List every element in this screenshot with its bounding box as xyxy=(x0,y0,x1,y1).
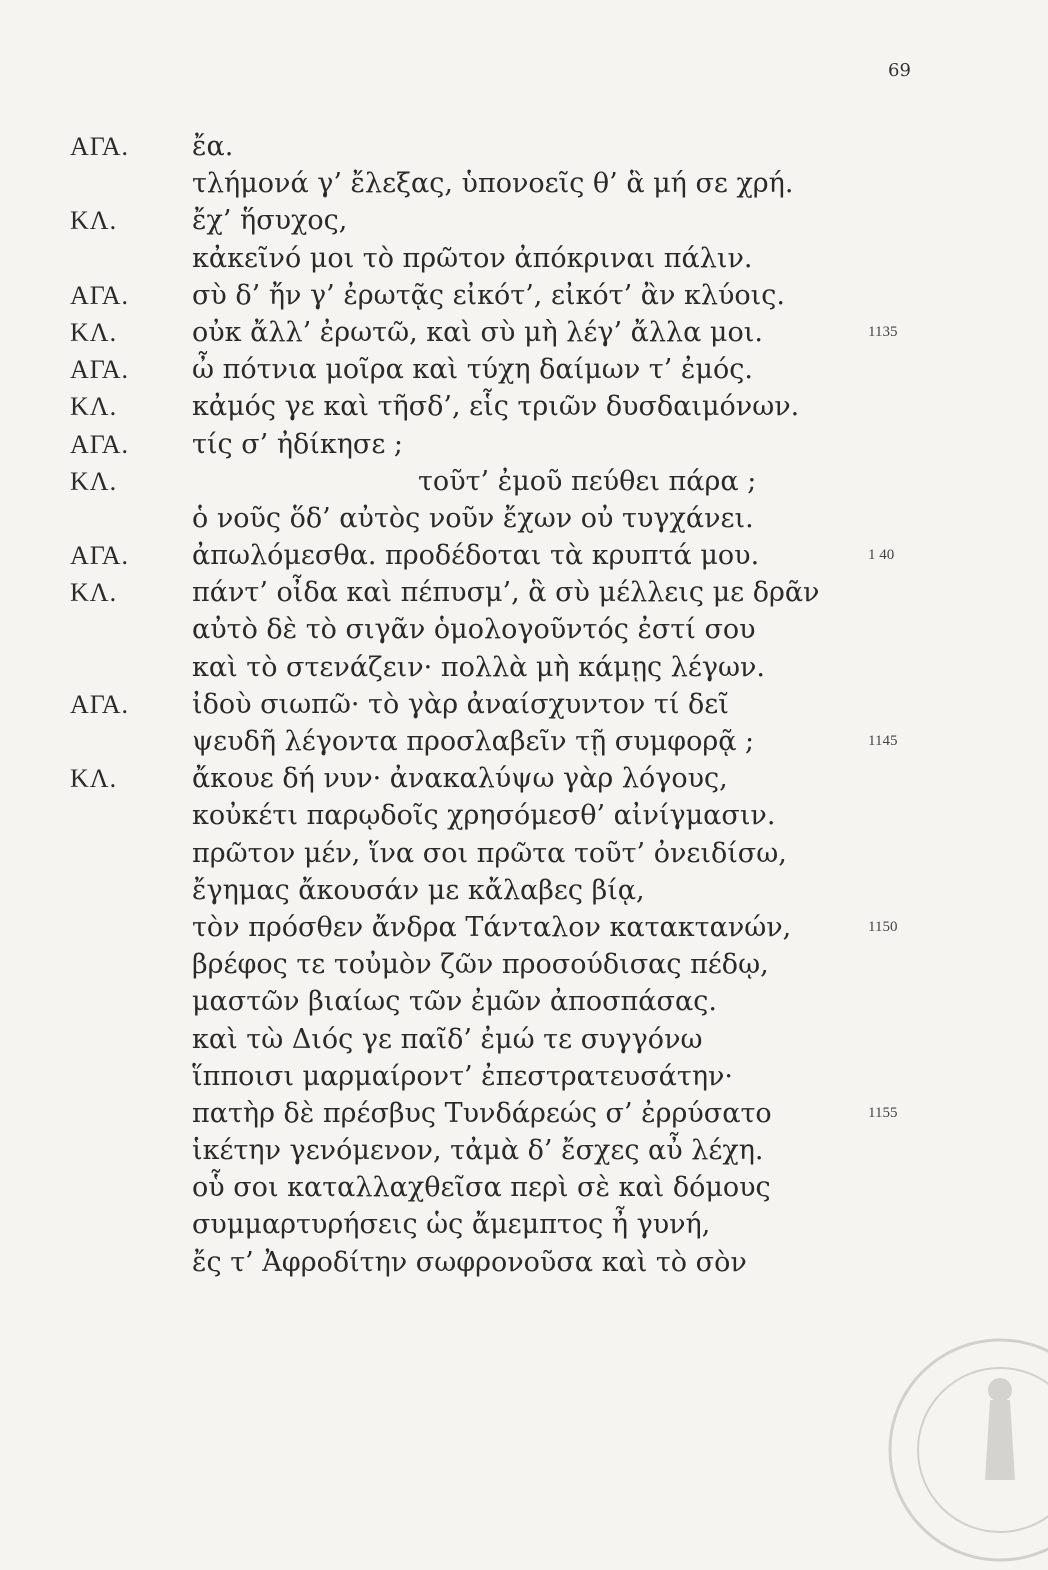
verse-line xyxy=(0,202,1048,239)
verse-line xyxy=(0,574,1048,611)
verse-line xyxy=(0,388,1048,425)
speaker-label: ΑΓΑ. xyxy=(70,280,130,310)
line-number: 1145 xyxy=(868,733,898,749)
page-number: 69 xyxy=(888,60,911,81)
speaker-label: ΑΓΑ. xyxy=(70,132,130,161)
verse-text: βρέφος τε τοὐμὸν ζῶν προσούδισας πέδῳ, xyxy=(192,949,769,981)
verse-line xyxy=(0,128,1048,165)
verse-line xyxy=(0,797,1048,834)
verse-text: κοὐκέτι παρῳδοῖς χρησόμεσθ’ αἰνίγμασιν. xyxy=(192,800,776,832)
verse-text: ἔχ’ ἥσυχος, xyxy=(192,205,348,237)
verse-line xyxy=(0,723,1048,760)
verse-text: ἵπποισι μαρμαίροντ’ ἐπεστρατευσάτην· xyxy=(192,1060,733,1092)
line-number: 1 40 xyxy=(868,547,895,564)
verse-line xyxy=(0,611,1048,648)
speaker-label: ΚΛ. xyxy=(70,392,118,422)
verse-text: κἀμός γε καὶ τῆσδ’, εἷς τριῶν δυσδαιμόνων. xyxy=(192,391,800,423)
verse-line xyxy=(0,537,1048,574)
verse-line xyxy=(0,314,1048,351)
verse-line xyxy=(0,240,1048,277)
verse-line xyxy=(0,277,1048,314)
library-stamp xyxy=(880,1330,1048,1570)
verse-text: πατὴρ δὲ πρέσβυς Τυνδάρεώς σ’ ἐρρύσατο xyxy=(192,1097,772,1129)
verse-text-block xyxy=(0,128,1048,1281)
verse-text: καὶ τὼ Διός γε παῖδ’ ἐμώ τε συγγόνω xyxy=(192,1023,703,1055)
verse-line xyxy=(0,1058,1048,1095)
verse-text: ἰδοὺ σιωπῶ· τὸ γὰρ ἀναίσχυντον τί δεῖ xyxy=(192,688,729,720)
verse-line xyxy=(0,909,1048,946)
line-number: 1150 xyxy=(868,918,898,935)
verse-text: ἀπωλόμεσθα. προδέδοται τὰ κρυπτά μου. xyxy=(192,540,760,572)
verse-line xyxy=(0,1132,1048,1169)
speaker-label: ΚΛ. xyxy=(70,764,118,794)
verse-text: πάντ’ οἶδα καὶ πέπυσμ’, ἃ σὺ μέλλεις με δρᾶν xyxy=(192,577,820,609)
verse-text: οὗ σοι καταλλαχθεῖσα περὶ σὲ καὶ δόμους xyxy=(192,1172,771,1204)
verse-text: πρῶτον μέν, ἵνα σοι πρῶτα τοῦτ’ ὀνειδίσω, xyxy=(192,837,787,869)
verse-text: ὁ νοῦς ὅδ’ αὐτὸς νοῦν ἔχων οὐ τυγχάνει. xyxy=(192,502,754,534)
verse-line xyxy=(0,165,1048,202)
verse-text: ἔγημας ἄκουσάν με κἄλαβες βίᾳ, xyxy=(192,874,645,906)
verse-line xyxy=(0,1244,1048,1281)
speaker-label: ΚΛ. xyxy=(70,317,118,347)
speaker-label: ΑΓΑ. xyxy=(70,355,130,385)
speaker-label: ΚΛ. xyxy=(70,578,118,608)
speaker-label: ΚΛ. xyxy=(70,466,118,496)
verse-text: κἀκεῖνό μοι τὸ πρῶτον ἀπόκριναι πάλιν. xyxy=(192,242,753,274)
verse-text: καὶ τὸ στενάζειν· πολλὰ μὴ κάμῃς λέγων. xyxy=(192,651,765,683)
verse-text: ἱκέτην γενόμενον, τἀμὰ δ’ ἔσχες αὖ λέχη. xyxy=(192,1135,764,1167)
verse-line xyxy=(0,946,1048,983)
verse-text: αὐτὸ δὲ τὸ σιγᾶν ὁμολογοῦντός ἐστί σου xyxy=(192,614,756,646)
verse-line xyxy=(0,649,1048,686)
verse-text: οὐκ ἄλλ’ ἐρωτῶ, καὶ σὺ μὴ λέγ’ ἄλλα μοι. xyxy=(192,316,763,348)
verse-text: ἄκουε δή νυν· ἀνακαλύψω γὰρ λόγους, xyxy=(192,763,728,795)
verse-text: μαστῶν βιαίως τῶν ἐμῶν ἀποσπάσας. xyxy=(192,986,717,1018)
verse-line xyxy=(0,500,1048,537)
verse-line xyxy=(0,983,1048,1020)
verse-line xyxy=(0,426,1048,463)
verse-line xyxy=(0,835,1048,872)
verse-text: ψευδῆ λέγοντα προσλαβεῖν τῇ συμφορᾷ ; xyxy=(192,726,755,757)
verse-text: τὸν πρόσθεν ἄνδρα Τάνταλον κατακτανών, xyxy=(192,911,792,943)
speaker-label: ΑΓΑ. xyxy=(70,429,130,459)
verse-line xyxy=(0,686,1048,723)
verse-text: ἔα. xyxy=(192,131,234,162)
speaker-label: ΑΓΑ. xyxy=(70,689,130,719)
verse-line xyxy=(0,463,1048,500)
verse-text: συμμαρτυρήσεις ὡς ἄμεμπτος ἦ γυνή, xyxy=(192,1209,711,1241)
verse-line xyxy=(0,1206,1048,1243)
verse-text: ἔς τ’ Ἀφροδίτην σωφρονοῦσα καὶ τὸ σὸν xyxy=(192,1246,747,1278)
verse-line xyxy=(0,351,1048,388)
verse-line xyxy=(0,760,1048,797)
verse-line xyxy=(0,1095,1048,1132)
verse-line xyxy=(0,872,1048,909)
line-number: 1135 xyxy=(868,323,898,340)
verse-text: ὦ πότνια μοῖρα καὶ τύχη δαίμων τ’ ἐμός. xyxy=(192,354,753,386)
verse-text: τλήμονά γ’ ἔλεξας, ὑπονοεῖς θ’ ἃ μή σε χρή. xyxy=(192,168,794,200)
verse-line xyxy=(0,1169,1048,1206)
line-number: 1155 xyxy=(868,1104,898,1121)
verse-text: σὺ δ’ ἤν γ’ ἐρωτᾷς εἰκότ’, εἰκότ’ ἂν κλύοις. xyxy=(192,279,785,311)
verse-text: τίς σ’ ἠδίκησε ; xyxy=(192,428,403,460)
verse-text: τοῦτ’ ἐμοῦ πεύθει πάρα ; xyxy=(418,465,757,497)
speaker-label: ΚΛ. xyxy=(70,206,118,236)
verse-line xyxy=(0,1021,1048,1058)
speaker-label: ΑΓΑ. xyxy=(70,541,130,571)
